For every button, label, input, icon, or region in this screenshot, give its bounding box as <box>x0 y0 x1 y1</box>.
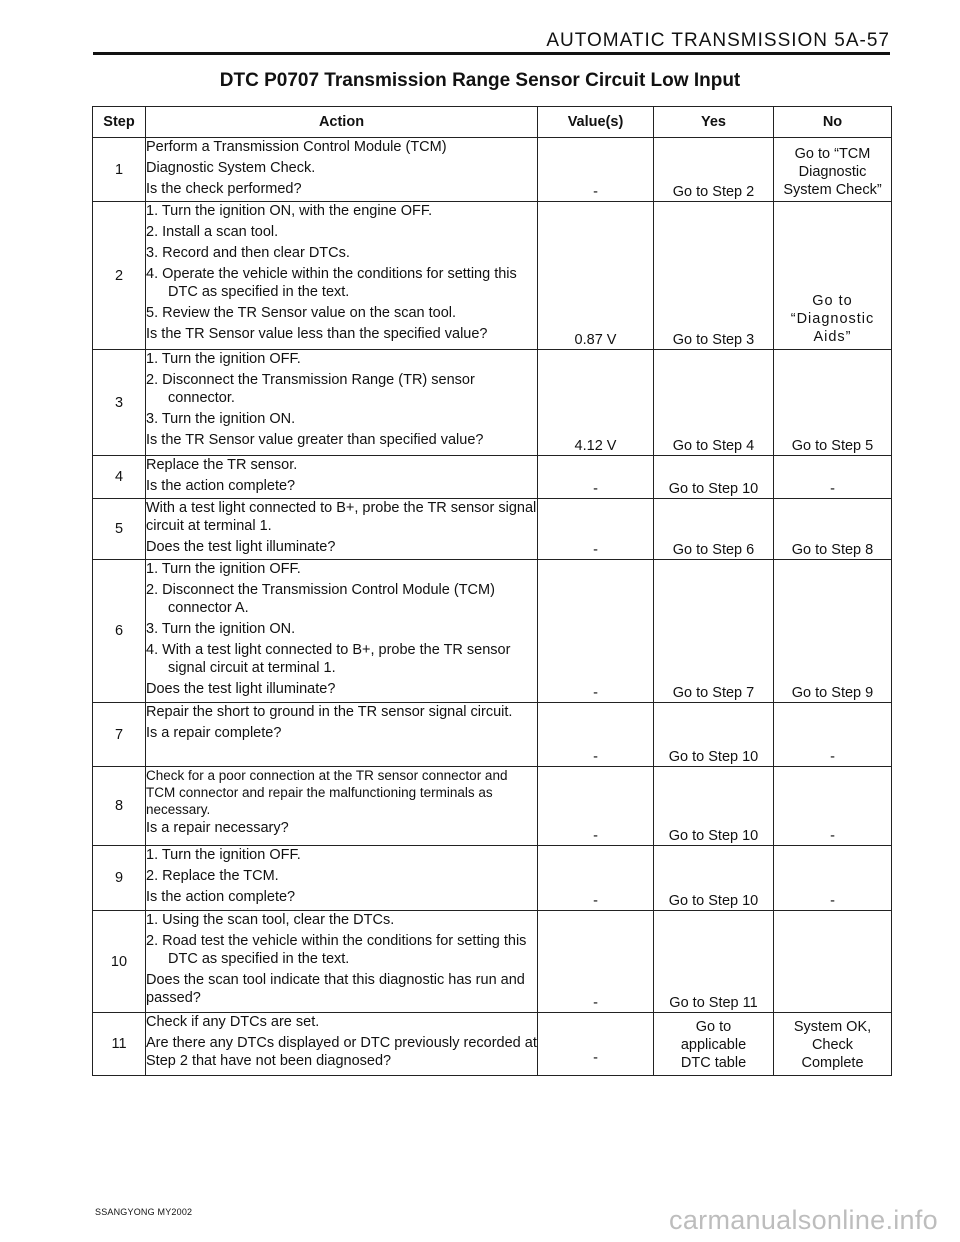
header-rule <box>93 52 890 55</box>
action-line: 2. Disconnect the Transmission Range (TR) sensor connector. <box>146 372 475 406</box>
yes-text: Go to Step 3 <box>672 332 755 348</box>
step-number: 3 <box>93 350 146 456</box>
no-cell <box>774 1013 892 1076</box>
no-text: Go to Step 8 <box>791 542 874 558</box>
action-line: Is a repair complete? <box>146 725 282 741</box>
column-header-no: No <box>774 107 892 138</box>
step-number: 6 <box>93 560 146 703</box>
yes-text: Go to Step 7 <box>672 685 755 701</box>
action-cell <box>146 560 538 703</box>
value-cell: 4.12 V <box>538 350 654 456</box>
no-text: - <box>830 749 835 765</box>
step-number: 1 <box>93 138 146 202</box>
action-cell <box>146 350 538 456</box>
action-cell <box>146 846 538 911</box>
action-line: 1. Using the scan tool, clear the DTCs. <box>146 912 395 928</box>
action-cell <box>146 703 538 767</box>
yes-cell <box>654 767 774 846</box>
yes-cell <box>654 911 774 1013</box>
action-line: Is the check performed? <box>146 181 302 197</box>
action-line: Are there any DTCs displayed or DTC previously recorded at Step 2 that have not been diagnosed? <box>146 1035 537 1069</box>
no-cell <box>774 846 892 911</box>
section-header: AUTOMATIC TRANSMISSION 5A-57 <box>546 30 890 51</box>
column-header-action: Action <box>146 107 538 138</box>
no-text: Go to “Diagnostic Aids” <box>790 293 875 345</box>
action-line: Is the TR Sensor value less than the specified value? <box>146 326 488 342</box>
action-line: 5. Review the TR Sensor value on the scan tool. <box>146 305 457 321</box>
action-line: Perform a Transmission Control Module (TCM) <box>146 139 447 155</box>
action-line: Check for a poor connection at the TR sensor connector and TCM connector and repair the malfunctioning terminals as necessary. <box>146 768 508 817</box>
watermark: carmanualsonline.info <box>669 1205 938 1235</box>
yes-cell <box>654 456 774 499</box>
yes-text: Go to Step 6 <box>672 542 755 558</box>
table-row <box>93 499 892 560</box>
table-row <box>93 350 892 456</box>
action-cell <box>146 456 538 499</box>
no-cell <box>774 767 892 846</box>
no-cell <box>774 456 892 499</box>
step-number: 2 <box>93 202 146 350</box>
no-text: - <box>830 481 835 497</box>
yes-cell <box>654 1013 774 1076</box>
yes-text: Go to Step 10 <box>668 828 759 844</box>
action-line: Replace the TR sensor. <box>146 457 298 473</box>
action-line: Check if any DTCs are set. <box>146 1014 320 1030</box>
action-line: 2. Install a scan tool. <box>146 224 279 240</box>
yes-cell <box>654 560 774 703</box>
action-line: 3. Turn the ignition ON. <box>146 621 296 637</box>
no-text: - <box>830 893 835 909</box>
action-line: Repair the short to ground in the TR sensor signal circuit. <box>146 704 513 720</box>
yes-cell <box>654 703 774 767</box>
no-cell <box>774 911 892 1013</box>
action-cell <box>146 911 538 1013</box>
no-cell <box>774 499 892 560</box>
step-number: 7 <box>93 703 146 767</box>
no-cell <box>774 350 892 456</box>
action-cell <box>146 767 538 846</box>
action-line: Does the test light illuminate? <box>146 539 336 555</box>
table-row <box>93 846 892 911</box>
yes-text: Go to Step 11 <box>669 995 758 1011</box>
no-cell <box>774 138 892 202</box>
no-text: System OK, Check Complete <box>793 1019 872 1071</box>
action-line: 1. Turn the ignition OFF. <box>146 351 301 367</box>
step-number: 4 <box>93 456 146 499</box>
action-line: Does the scan tool indicate that this diagnostic has run and passed? <box>146 972 525 1006</box>
value-cell: - <box>538 1013 654 1076</box>
table-body <box>93 138 892 1076</box>
yes-cell <box>654 138 774 202</box>
value-cell: - <box>538 911 654 1013</box>
action-line: Is the action complete? <box>146 889 296 905</box>
yes-text: Go to Step 4 <box>672 438 755 454</box>
no-text: - <box>830 828 835 844</box>
diagnostic-table <box>92 106 892 1076</box>
value-cell: - <box>538 560 654 703</box>
no-text: Go to Step 9 <box>791 685 874 701</box>
yes-text: Go to applicable DTC table <box>680 1019 747 1071</box>
table-row <box>93 911 892 1013</box>
footer-model: SSANGYONG MY2002 <box>95 1207 193 1217</box>
step-number: 5 <box>93 499 146 560</box>
table-row <box>93 560 892 703</box>
yes-cell <box>654 350 774 456</box>
table-row <box>93 138 892 202</box>
table-row <box>93 1013 892 1076</box>
step-number: 9 <box>93 846 146 911</box>
action-cell <box>146 1013 538 1076</box>
step-number: 8 <box>93 767 146 846</box>
no-cell <box>774 703 892 767</box>
yes-cell <box>654 846 774 911</box>
action-line: 4. With a test light connected to B+, probe the TR sensor signal circuit at terminal 1. <box>146 642 511 676</box>
action-line: Is a repair necessary? <box>146 820 289 836</box>
action-line: Diagnostic System Check. <box>146 160 316 176</box>
action-line: 2. Road test the vehicle within the conditions for setting this DTC as specified in the text. <box>146 933 527 967</box>
yes-cell <box>654 202 774 350</box>
yes-text: Go to Step 10 <box>668 749 759 765</box>
value-cell: - <box>538 138 654 202</box>
action-cell <box>146 202 538 350</box>
action-line: 2. Replace the TCM. <box>146 868 279 884</box>
action-line: 1. Turn the ignition OFF. <box>146 847 301 863</box>
value-cell: - <box>538 703 654 767</box>
value-cell: 0.87 V <box>538 202 654 350</box>
column-header-yes: Yes <box>654 107 774 138</box>
table-header-row <box>93 107 892 138</box>
no-text: Go to Step 5 <box>791 438 874 454</box>
no-text: Go to “TCM Diagnostic System Check” <box>783 146 882 198</box>
value-cell: - <box>538 767 654 846</box>
column-header-values: Value(s) <box>538 107 654 138</box>
table-row <box>93 703 892 767</box>
yes-text: Go to Step 10 <box>668 481 759 497</box>
action-line: Is the action complete? <box>146 478 296 494</box>
no-cell <box>774 202 892 350</box>
action-line: 2. Disconnect the Transmission Control Module (TCM) connector A. <box>146 582 495 616</box>
action-line: 4. Operate the vehicle within the conditions for setting this DTC as specified in the text. <box>146 266 517 300</box>
action-line: 1. Turn the ignition ON, with the engine OFF. <box>146 203 433 219</box>
action-line: With a test light connected to B+, probe the TR sensor signal circuit at terminal 1. <box>146 500 537 534</box>
yes-text: Go to Step 10 <box>668 893 759 909</box>
action-line: 3. Turn the ignition ON. <box>146 411 296 427</box>
table-row <box>93 202 892 350</box>
action-line: 3. Record and then clear DTCs. <box>146 245 350 261</box>
yes-text: Go to Step 2 <box>672 184 755 200</box>
step-number: 11 <box>93 1013 146 1076</box>
table-row <box>93 456 892 499</box>
column-header-step: Step <box>93 107 146 138</box>
action-line: 1. Turn the ignition OFF. <box>146 561 301 577</box>
no-cell <box>774 560 892 703</box>
value-cell: - <box>538 456 654 499</box>
yes-cell <box>654 499 774 560</box>
value-cell: - <box>538 499 654 560</box>
action-line: Is the TR Sensor value greater than specified value? <box>146 432 484 448</box>
table-row <box>93 767 892 846</box>
value-cell: - <box>538 846 654 911</box>
page-title: DTC P0707 Transmission Range Sensor Circuit Low Input <box>219 70 741 91</box>
action-cell <box>146 138 538 202</box>
step-number: 10 <box>93 911 146 1013</box>
action-cell <box>146 499 538 560</box>
action-line: Does the test light illuminate? <box>146 681 336 697</box>
